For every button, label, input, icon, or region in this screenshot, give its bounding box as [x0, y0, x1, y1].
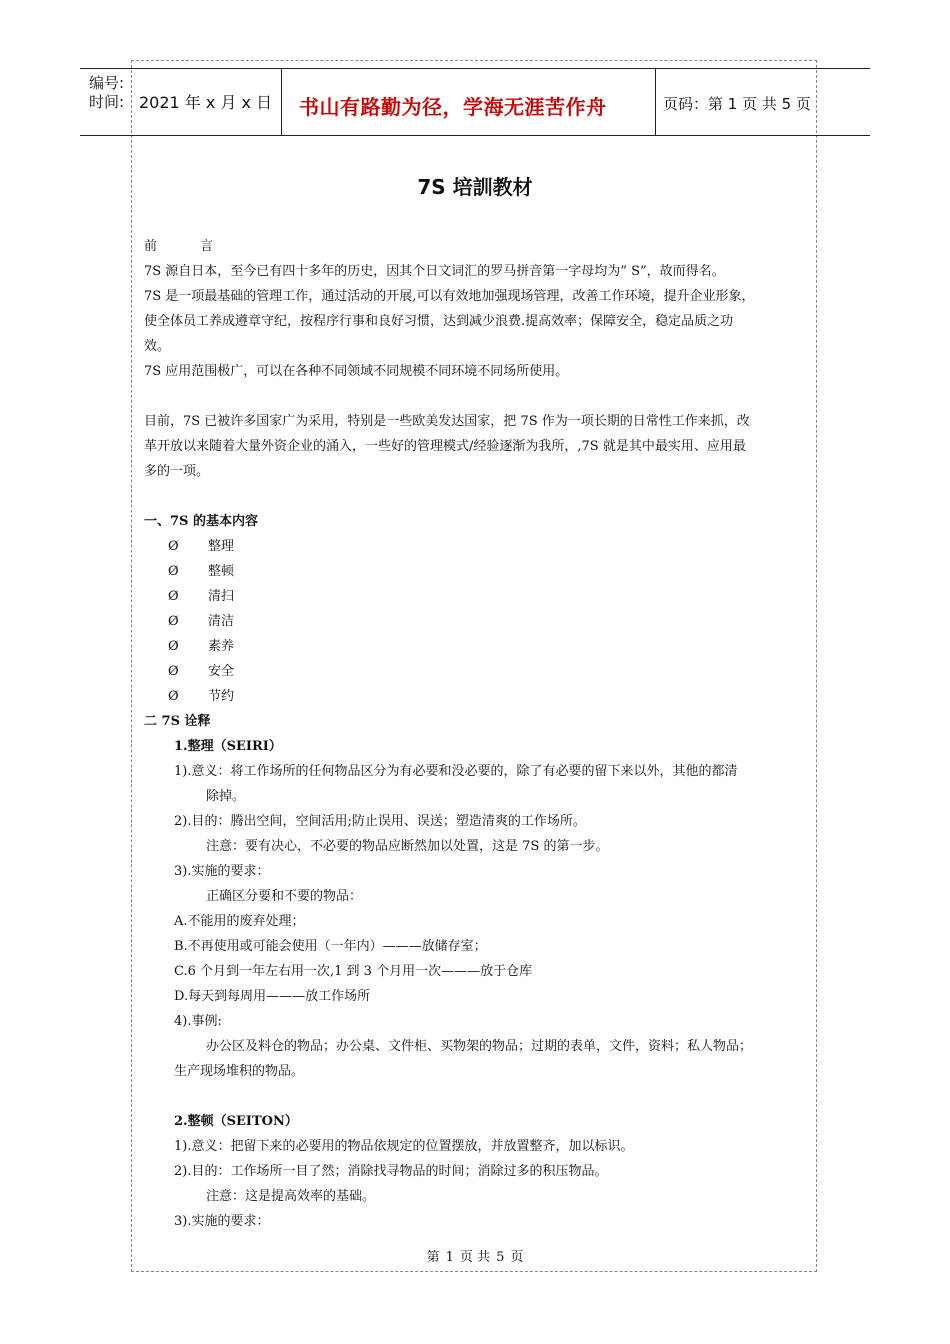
note: 注意：要有决心，不必要的物品应断然加以处置，这是 7S 的第一步。 — [206, 839, 609, 854]
note: 注意：这是提高效率的基础。 — [206, 1189, 376, 1204]
paragraph: 效。 — [144, 339, 171, 354]
list-item: B.不再使用或可能会使用（一年内）———放储存室； — [174, 939, 487, 954]
header-date: 2021 年 x 月 x 日 — [139, 93, 273, 112]
paragraph: 4).事例: — [174, 1014, 222, 1029]
paragraph: 革开放以来随着大量外资企业的涌入，一些好的管理模式/经验逐渐为我所，,7S 就是其中最实用、应用最 — [144, 439, 746, 454]
list-item: D.每天到每周用———放工作场所 — [174, 989, 371, 1004]
paragraph: 生产现场堆积的物品。 — [174, 1064, 305, 1079]
header-top-rule — [80, 68, 870, 69]
header-slogan: 书山有路勤为径，学海无涯苦作舟 — [299, 95, 607, 119]
paragraph: 7S 应用范围极广，可以在各种不同领域不同规模不同环境不同场所使用。 — [144, 364, 569, 379]
list-item: C.6 个月到一年左右用一次,1 到 3 个月用一次———放于仓库 — [174, 964, 533, 979]
paragraph: 1).意义：把留下来的必要用的物品依规定的位置摆放，并放置整齐，加以标识。 — [174, 1139, 634, 1154]
paragraph: 办公区及料仓的物品；办公桌、文件柜、买物架的物品；过期的表单，文件，资料；私人物品； — [206, 1039, 753, 1054]
paragraph: 3).实施的要求： — [174, 864, 270, 879]
bullet-icon: Ø — [168, 614, 179, 629]
bullet-icon: Ø — [168, 689, 179, 704]
header-divider-right — [655, 68, 656, 135]
bullet-icon: Ø — [168, 639, 179, 654]
paragraph: 1).意义：将工作场所的任何物品区分为有必要和没必要的，除了有必要的留下来以外，其他的都清 — [174, 764, 738, 779]
paragraph: 2).目的：腾出空间，空间活用;防止误用、误送；塑造清爽的工作场所。 — [174, 814, 586, 829]
subsection-heading: 2.整顿（SEITON） — [174, 1114, 298, 1129]
list-item-label: 整顿 — [208, 564, 235, 579]
list-item-label: 清洁 — [208, 614, 235, 629]
section-heading: 一、7S 的基本内容 — [144, 514, 258, 529]
list-item-label: 整理 — [208, 539, 235, 554]
paragraph: 3).实施的要求： — [174, 1214, 270, 1229]
document-body — [144, 234, 814, 1234]
preface-heading: 前 言 — [144, 239, 233, 254]
list-item — [144, 634, 814, 659]
list-item — [144, 659, 814, 684]
paragraph: 除掉。 — [206, 789, 246, 804]
list-item-label: 节约 — [208, 689, 235, 704]
paragraph: 目前，7S 已被许多国家广为采用，特别是一些欧美发达国家，把 7S 作为一项长期的日常性工作来抓，改 — [144, 414, 750, 429]
section-heading: 二 7S 诠释 — [144, 714, 211, 729]
footer-prefix: 第 — [426, 1250, 440, 1265]
header-page-info: 页码：第 1 页 共 5 页 — [663, 95, 811, 113]
bullet-icon: Ø — [168, 664, 179, 679]
footer-current-page: 1 — [445, 1250, 454, 1265]
header-bottom-rule — [80, 135, 870, 136]
header-divider-left — [281, 68, 282, 135]
bullet-icon: Ø — [168, 564, 179, 579]
list-item — [144, 534, 814, 559]
footer-suffix: 页 — [510, 1250, 524, 1265]
time-label: 时间: — [89, 93, 125, 111]
list-item — [144, 684, 814, 709]
paragraph: 7S 是一项最基础的管理工作，通过活动的开展,可以有效地加强现场管理，改善工作环境，提升企业形象， — [144, 289, 755, 304]
list-item-label: 素养 — [208, 639, 235, 654]
list-item-label: 清扫 — [208, 589, 235, 604]
footer-middle: 页 共 — [459, 1250, 491, 1265]
bullet-icon: Ø — [168, 539, 179, 554]
paragraph: 使全体员工养成遵章守纪，按程序行事和良好习惯，达到减少浪费.提高效率；保障安全，稳定品质之功 — [144, 314, 734, 329]
list-item — [144, 559, 814, 584]
paragraph: 2).目的：工作场所一目了然；消除找寻物品的时间；消除过多的积压物品。 — [174, 1164, 608, 1179]
number-label: 编号: — [89, 74, 125, 92]
list-item — [144, 609, 814, 634]
list-item — [144, 584, 814, 609]
paragraph: 多的一项。 — [144, 464, 210, 479]
footer-total-pages: 5 — [496, 1250, 505, 1265]
list-item-label: 安全 — [208, 664, 235, 679]
paragraph: 7S 源自日本，至今已有四十多年的历史，因其个日文词汇的罗马拼音第一字母均为” S”，故而得名。 — [144, 264, 725, 279]
document-title: 7S 培訓教材 — [417, 175, 533, 199]
subsection-heading: 1.整理（SEIRI） — [174, 739, 282, 754]
bullet-icon: Ø — [168, 589, 179, 604]
list-item: A.不能用的废弃处理； — [174, 914, 305, 929]
page-footer — [0, 1246, 950, 1265]
paragraph: 正确区分要和不要的物品： — [206, 889, 363, 904]
